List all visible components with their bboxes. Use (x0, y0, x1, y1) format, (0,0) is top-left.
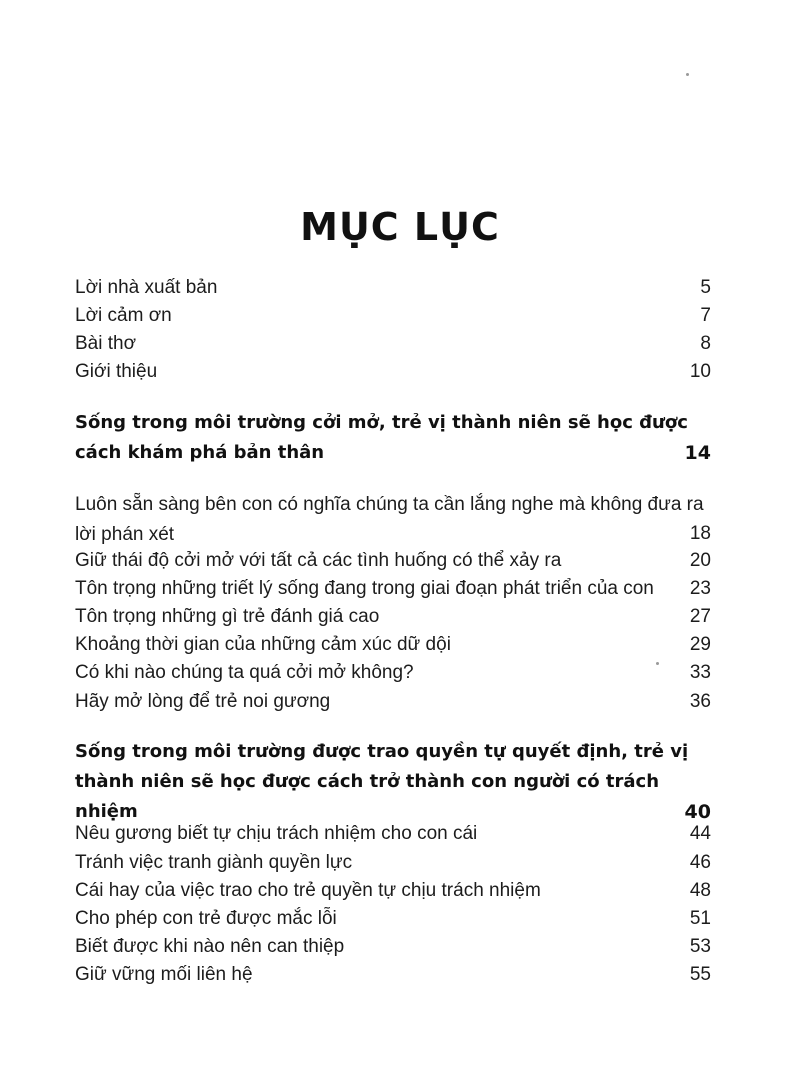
section-heading-page: 14 (684, 442, 711, 464)
toc-entry-page: 36 (689, 691, 711, 712)
toc-entry-page: 8 (700, 333, 711, 354)
toc-entry-page: 44 (689, 823, 711, 844)
toc-entry-page: 10 (689, 361, 711, 382)
toc-entry-label: Tránh việc tranh giành quyền lực (75, 852, 353, 873)
toc-entry-page: 51 (689, 908, 711, 929)
toc-entry-label: Giới thiệu (75, 361, 158, 382)
toc-entry-page: 33 (689, 662, 711, 683)
toc-entry-label: Tôn trọng những triết lý sống đang trong giai đoạn phát triển của con (75, 578, 654, 599)
toc-entry-page: 55 (689, 964, 711, 985)
toc-entry-page: 23 (689, 578, 711, 599)
scan-speck (686, 73, 689, 76)
section-heading-label: Sống trong môi trường cởi mở, trẻ vị thành niên sẽ học được cách khám phá bản thân (75, 412, 688, 463)
toc-entry-page: 53 (689, 936, 711, 957)
toc-section-heading (75, 408, 711, 468)
toc-entry-label: Giữ vững mối liên hệ (75, 964, 253, 985)
toc-entry-label: Cho phép con trẻ được mắc lỗi (75, 908, 337, 929)
toc-entry-label: Cái hay của việc trao cho trẻ quyền tự chịu trách nhiệm (75, 880, 541, 901)
toc-entry-page: 27 (689, 606, 711, 627)
toc-entry-label: Lời nhà xuất bản (75, 277, 218, 298)
toc-entry-page: 7 (700, 305, 711, 326)
toc-entry (75, 490, 711, 550)
toc-entry-label: Giữ thái độ cởi mở với tất cả các tình huống có thể xảy ra (75, 550, 562, 571)
toc-section-heading (75, 737, 711, 827)
toc-entry-label: Có khi nào chúng ta quá cởi mở không? (75, 662, 414, 683)
toc-entry-label: Tôn trọng những gì trẻ đánh giá cao (75, 606, 380, 627)
section-heading-label: Sống trong môi trường được trao quyền tự quyết định, trẻ vị thành niên sẽ học được cách trở thành con người có trách nhiệm (75, 741, 689, 822)
section-heading-page: 40 (684, 801, 711, 823)
toc-entry-label: Bài thơ (75, 333, 137, 354)
toc-entry-page: 5 (700, 277, 711, 298)
toc-entry-label: Nêu gương biết tự chịu trách nhiệm cho con cái (75, 823, 478, 844)
toc-entry-page: 48 (689, 880, 711, 901)
toc-entry-label: Lời cảm ơn (75, 305, 172, 326)
scan-speck (656, 662, 659, 665)
toc-entry-label: Luôn sẵn sàng bên con có nghĩa chúng ta cần lắng nghe mà không đưa ra lời phán xét (75, 494, 704, 545)
toc-entry-label: Biết được khi nào nên can thiệp (75, 936, 345, 957)
toc-entry-label: Khoảng thời gian của những cảm xúc dữ dội (75, 634, 451, 655)
toc-entry-label: Hãy mở lòng để trẻ noi gương (75, 691, 331, 712)
page-title: MỤC LỤC (300, 205, 500, 249)
toc-entry-page: 18 (689, 523, 711, 544)
toc-entry-page: 29 (689, 634, 711, 655)
toc-entry-page: 46 (689, 852, 711, 873)
toc-entry-page: 20 (689, 550, 711, 571)
